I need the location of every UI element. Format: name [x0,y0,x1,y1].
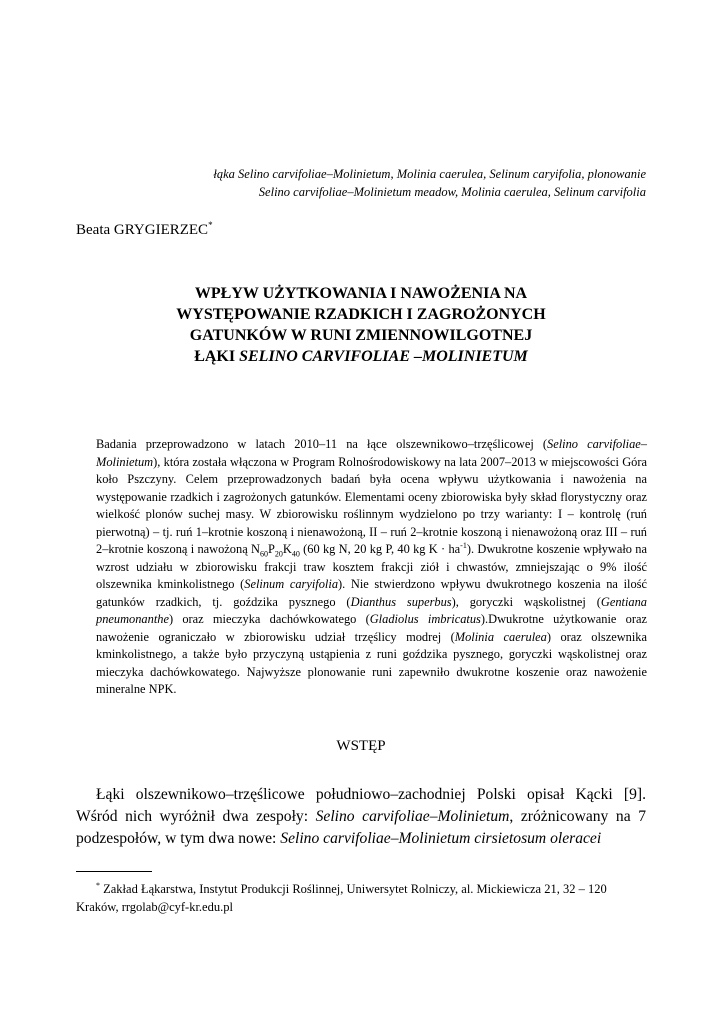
keyword-text: Selino carvifoliae–Molinietum [238,167,391,181]
keyword-text: , plonowanie [581,167,646,181]
abstract [96,436,647,699]
latin-name: Molinia caerulea [454,629,547,644]
abstract-text: P [267,542,275,556]
keyword-separator: , [483,167,490,181]
latin-name: Dianthus superbus [350,594,452,609]
keywords-english: Selino carvifoliae–Molinietum meadow, Molinia caerulea, Selinum carvifolia [258,185,646,199]
abstract-paragraph [96,436,647,699]
title-latin-name: SELINO CARVIFOLIAE –MOLINIETUM [239,348,528,365]
latin-name: Gladiolus imbricatus [369,612,481,626]
abstract-text: ).Dwukrotne użytkowanie oraz nawożenie ograniczało w zbiorowisku udział trzęślicy modrej ( [96,612,648,644]
latin-name: Selino carvifoliae–Molinietum [96,437,647,469]
abstract-text: (60 kg N, 20 kg P, 40 kg K · ha [299,542,461,556]
author-name: Beata GRYGIERZEC [76,222,209,238]
footnote [76,880,646,916]
abstract-text: ), goryczki wąskolistnej ( [451,594,601,609]
title-line: GATUNKÓW W RUNI ZMIENNOWILGOTNEJ [189,327,533,344]
abstract-text: ). Dwukrotne koszenie wpływało na wzrost udziału w zbiorowisku frakcji traw kosztem frakcji ziół i chwastów, zmniejszając o 9% ilość olszewnika kminkolistnego ( [96,542,647,591]
footnote-paragraph [76,880,646,916]
footnote-text: Zakład Łąkarstwa, Instytut Produkcji Roślinnej, Uniwersytet Rolniczy, al. Mickiewicza 21, 32 – 120 Kraków, rrgolab@cyf-kr.edu.pl [76,882,607,914]
subscript: 60 [259,549,268,559]
title-line: WPŁYW UŻYTKOWANIA I NAWOŻENIA NA [194,285,528,302]
abstract-text: ). Nie stwierdzono wpływu dwukrotnego koszenia na ilość gatunków rzadkich, tj. goździka pysznego ( [96,577,647,609]
abstract-text: ) oraz olszewnika kminkolistnego, a także było przyczyną ustąpienia z runi goździka pysznego, goryczki wąskolistnej oraz mieczyka dachówkowatego. Najwyższe plonowanie runi zapewniło dwukrotne koszenie oraz nawożenie mineralne NPK. [96,629,647,696]
subscript: 40 [291,549,300,559]
superscript: -1 [460,540,467,550]
abstract-text: ) oraz mieczyka dachówkowatego ( [168,612,370,626]
title-line [76,346,646,367]
footnote-separator [76,871,152,872]
keyword-text: Molinia caerulea [396,167,484,181]
latin-name: Gentiana pneumonanthe [96,594,647,626]
author-footnote-mark: * [208,220,213,230]
keywords-block [86,165,646,201]
keyword-text: łąka [213,167,239,181]
footnote-mark: * [96,880,100,890]
introduction-text [76,784,646,850]
latin-name: Selino carvifoliae–Molinietum cirsietosum oleracei [280,830,602,847]
keyword-separator: , [390,167,397,181]
title-text: ŁĄKI [194,348,240,365]
abstract-text: K [282,542,292,556]
author-line [76,221,213,239]
abstract-text: ), która została włączona w Program Rolnośrodowiskowy na lata 2007–2013 w miejscowości Góra koło Pszczyny. Celem przeprowadzonych badań była ocena wpływu użytkowania i nawożenia na występowanie rzadkich i zagrożonych gatunków. Elementami oceny zbiorowiska były skład florystyczny oraz wielkość plonów suchej masy. W zbiorowisku roślinnym wydzielono po trzy warianty: I – kontrolę (ruń pierwotną) – tj. ruń 1–krotnie koszoną i nienawożoną, II – ruń 2–krotnie koszoną i nienawożoną oraz III – ruń 2–krotnie koszoną i nawożoną N [96,454,647,556]
keywords-polish [86,165,646,183]
latin-name: Selino carvifoliae–Molinietum [315,808,510,825]
section-heading-introduction: WSTĘP [336,738,386,754]
title-line: WYSTĘPOWANIE RZADKICH I ZAGROŻONYCH [176,306,546,323]
subscript: 20 [274,549,283,559]
intro-text: Łąki olszewnikowo–trzęślicowe południowo–zachodniej Polski opisał Kącki [9]. Wśród nich wyróżnił dwa zespoły: [76,786,646,825]
keyword-text: Selinum caryifolia [489,167,582,181]
paper-title [76,283,646,367]
abstract-text: Badania przeprowadzono w latach 2010–11 na łące olszewnikowo–trzęślicowej ( [96,437,548,451]
intro-text: , zróżnicowany na 7 podzespołów, w tym dwa nowe: [76,808,646,847]
intro-paragraph [76,784,646,850]
latin-name: Selinum caryifolia [244,577,339,591]
